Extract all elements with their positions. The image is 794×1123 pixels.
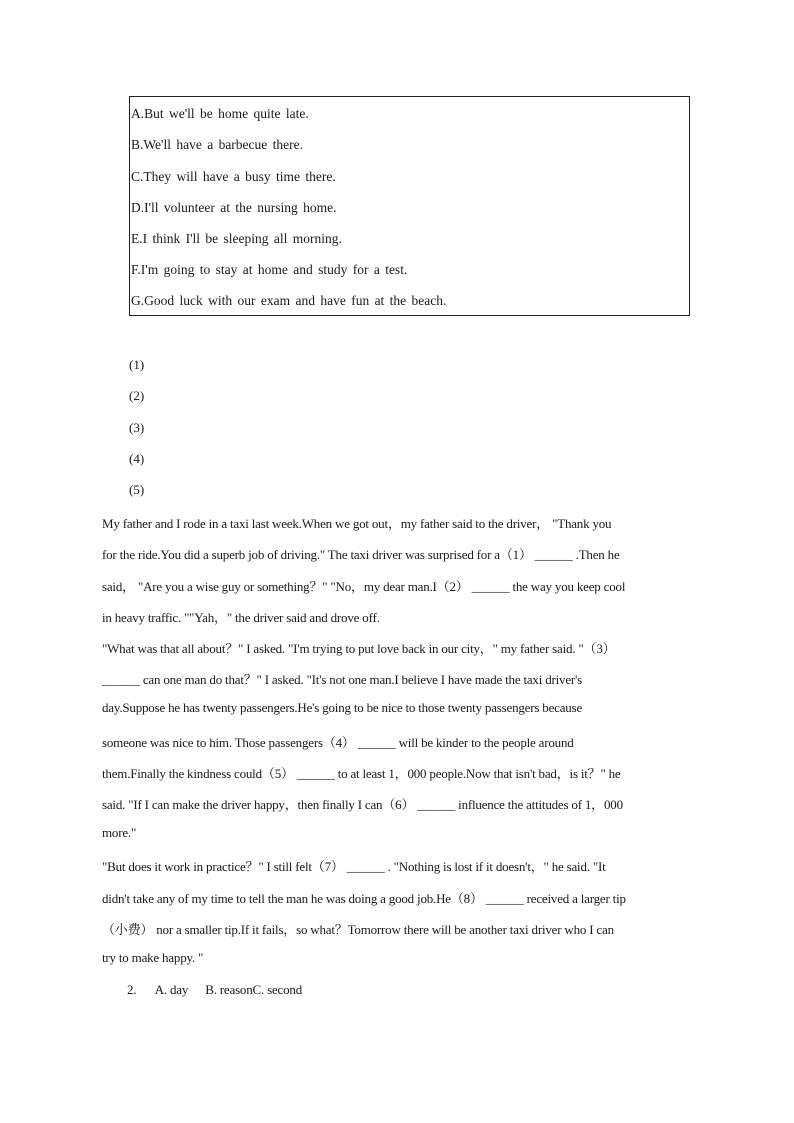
option-f: F.I'm going to stay at home and study for a test. (131, 262, 408, 277)
passage-line: day.Suppose he has twenty passengers.He's going to be nice to those twenty passengers because (102, 700, 583, 715)
option-d: D.I'll volunteer at the nursing home. (131, 200, 337, 215)
option-c: C.They will have a busy time there. (131, 169, 336, 184)
answer-label-3: (3) (129, 420, 145, 435)
passage-line: someone was nice to him. Those passengers（4） ______ will be kinder to the people around (102, 735, 574, 750)
passage-line: "But does it work in practice？" I still felt（7） ______ . "Nothing is lost if it doesn't，" he said. "It (102, 859, 606, 874)
option-e: E.I think I'll be sleeping all morning. (131, 231, 342, 246)
choice-a: A. day (154, 982, 189, 997)
option-g: G.Good luck with our exam and have fun at the beach. (131, 293, 447, 308)
options-box (129, 96, 690, 316)
option-a: A.But we'll be home quite late. (131, 106, 309, 121)
passage-line: didn't take any of my time to tell the man he was doing a good job.He（8） ______ received a larger tip (102, 891, 626, 906)
answer-label-1: (1) (129, 357, 145, 372)
passage-line: （小费） nor a smaller tip.If it fails，so what？Tomorrow there will be another taxi driver who I can (102, 922, 614, 937)
answer-label-5: (5) (129, 482, 145, 497)
passage-line: "What was that all about？" I asked. "I'm trying to put love back in our city，" my father said. "（3） (102, 641, 616, 656)
choice-b-c: B. reasonC. second (205, 982, 303, 997)
passage-line: in heavy traffic. ""Yah，" the driver said and drove off. (102, 610, 380, 625)
passage-line: ______ can one man do that？" I asked. "It's not one man.I believe I have made the taxi driver's (102, 672, 583, 687)
passage-line: said， "Are you a wise guy or something？" "No，my dear man.I（2） ______ the way you keep cool (102, 579, 626, 594)
question-2 (127, 982, 727, 998)
passage-line: said. "If I can make the driver happy，then finally I can（6） ______ influence the attitudes of 1，000 (102, 797, 623, 812)
passage-line: for the ride.You did a superb job of driving." The taxi driver was surprised for a（1） ______ .Then he (102, 547, 620, 562)
answer-label-4: (4) (129, 451, 145, 466)
answer-label-2: (2) (129, 388, 145, 403)
passage-line: try to make happy. " (102, 950, 204, 965)
passage-line: My father and I rode in a taxi last week.When we got out，my father said to the driver， "Thank you (102, 516, 612, 531)
question-number: 2. (127, 982, 137, 997)
passage-line: them.Finally the kindness could（5） ______ to at least 1，000 people.Now that isn't bad，is it？" he (102, 766, 621, 781)
passage-line: more." (102, 825, 137, 840)
option-b: B.We'll have a barbecue there. (131, 137, 304, 152)
